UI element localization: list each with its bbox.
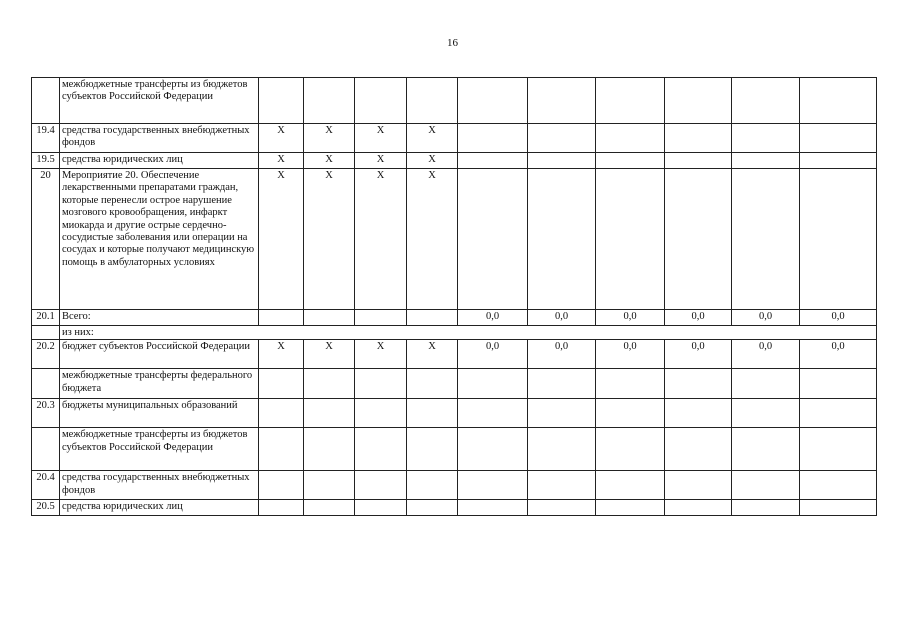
x-mark-cell: [304, 500, 355, 516]
x-mark-cell: X: [304, 153, 355, 169]
x-mark-cell: X: [407, 124, 458, 153]
amount-cell: [665, 78, 732, 124]
budget-table: [31, 77, 877, 516]
table-row: [32, 500, 877, 516]
x-mark-cell: X: [259, 169, 304, 310]
row-number-cell: 20.2: [32, 340, 60, 369]
amount-cell: 0,0: [665, 340, 732, 369]
row-name-cell: межбюджетные трансферты из бюджетов субъектов Российской Федерации: [60, 78, 259, 124]
row-number-cell: 20: [32, 169, 60, 310]
amount-cell: [596, 369, 665, 399]
x-mark-cell: [259, 310, 304, 326]
amount-cell: [800, 153, 877, 169]
amount-cell: [528, 369, 596, 399]
x-mark-cell: X: [259, 124, 304, 153]
amount-cell: [596, 500, 665, 516]
x-mark-cell: [407, 428, 458, 471]
amount-cell: 0,0: [528, 310, 596, 326]
amount-cell: [596, 153, 665, 169]
table-row: [32, 428, 877, 471]
amount-cell: [458, 500, 528, 516]
row-number-cell: 20.1: [32, 310, 60, 326]
x-mark-cell: [304, 78, 355, 124]
row-number-cell: [32, 369, 60, 399]
amount-cell: [596, 169, 665, 310]
amount-cell: [800, 124, 877, 153]
amount-cell: [458, 471, 528, 500]
row-number-cell: [32, 78, 60, 124]
amount-cell: [596, 78, 665, 124]
amount-cell: [800, 399, 877, 428]
amount-cell: [800, 471, 877, 500]
row-name-cell: межбюджетные трансферты из бюджетов субъектов Российской Федерации: [60, 428, 259, 471]
x-mark-cell: [304, 428, 355, 471]
x-mark-cell: [259, 471, 304, 500]
x-mark-cell: [355, 78, 407, 124]
row-name-cell: средства государственных внебюджетных фондов: [60, 471, 259, 500]
amount-cell: [732, 399, 800, 428]
x-mark-cell: X: [304, 340, 355, 369]
x-mark-cell: [407, 399, 458, 428]
x-mark-cell: [355, 310, 407, 326]
amount-cell: [732, 471, 800, 500]
x-mark-cell: [407, 500, 458, 516]
amount-cell: 0,0: [458, 340, 528, 369]
page-number: 16: [447, 37, 458, 49]
amount-cell: [528, 169, 596, 310]
amount-cell: [596, 471, 665, 500]
amount-cell: [458, 399, 528, 428]
row-name-cell: средства государственных внебюджетных фондов: [60, 124, 259, 153]
x-mark-cell: [259, 399, 304, 428]
x-mark-cell: [259, 428, 304, 471]
amount-cell: [665, 399, 732, 428]
amount-cell: [528, 428, 596, 471]
table-body: [32, 78, 877, 516]
amount-cell: [732, 169, 800, 310]
amount-cell: [732, 78, 800, 124]
amount-cell: 0,0: [596, 340, 665, 369]
row-name-cell: Всего:: [60, 310, 259, 326]
row-number-cell: 19.4: [32, 124, 60, 153]
amount-cell: [528, 78, 596, 124]
amount-cell: [528, 153, 596, 169]
x-mark-cell: X: [355, 124, 407, 153]
x-mark-cell: [259, 369, 304, 399]
amount-cell: [458, 78, 528, 124]
row-number-cell: 20.4: [32, 471, 60, 500]
amount-cell: [800, 369, 877, 399]
row-number-cell: 20.3: [32, 399, 60, 428]
table-row: [32, 153, 877, 169]
amount-cell: 0,0: [458, 310, 528, 326]
amount-cell: 0,0: [596, 310, 665, 326]
amount-cell: [732, 500, 800, 516]
table-row: [32, 124, 877, 153]
row-name-cell: из них:: [60, 326, 877, 340]
amount-cell: 0,0: [665, 310, 732, 326]
amount-cell: [732, 428, 800, 471]
x-mark-cell: X: [355, 153, 407, 169]
amount-cell: [665, 369, 732, 399]
x-mark-cell: [355, 369, 407, 399]
amount-cell: 0,0: [528, 340, 596, 369]
row-name-cell: межбюджетные трансферты федерального бюджета: [60, 369, 259, 399]
row-name-cell: Мероприятие 20. Обеспечение лекарственными препаратами граждан, которые перенесли острое нарушение мозгового кровообращения, инфаркт миокарда и другие острые сердечно-сосудистые заболевания или операции на сосудах и которые получают медицинскую помощь в амбулаторных условиях: [60, 169, 259, 310]
x-mark-cell: X: [407, 340, 458, 369]
amount-cell: [732, 153, 800, 169]
amount-cell: 0,0: [800, 340, 877, 369]
x-mark-cell: X: [259, 153, 304, 169]
x-mark-cell: X: [355, 169, 407, 310]
row-number-cell: [32, 428, 60, 471]
row-number-cell: 19.5: [32, 153, 60, 169]
x-mark-cell: [355, 399, 407, 428]
x-mark-cell: [355, 500, 407, 516]
x-mark-cell: [304, 310, 355, 326]
x-mark-cell: [407, 471, 458, 500]
x-mark-cell: [304, 471, 355, 500]
amount-cell: [665, 500, 732, 516]
amount-cell: [596, 399, 665, 428]
row-name-cell: средства юридических лиц: [60, 500, 259, 516]
row-name-cell: бюджет субъектов Российской Федерации: [60, 340, 259, 369]
amount-cell: [596, 428, 665, 471]
x-mark-cell: [407, 78, 458, 124]
amount-cell: 0,0: [732, 340, 800, 369]
amount-cell: [732, 369, 800, 399]
x-mark-cell: X: [304, 124, 355, 153]
x-mark-cell: [355, 428, 407, 471]
row-name-cell: бюджеты муниципальных образований: [60, 399, 259, 428]
amount-cell: [458, 153, 528, 169]
amount-cell: [665, 153, 732, 169]
amount-cell: [458, 169, 528, 310]
x-mark-cell: [304, 399, 355, 428]
amount-cell: [800, 78, 877, 124]
amount-cell: [800, 428, 877, 471]
amount-cell: [732, 124, 800, 153]
amount-cell: [458, 124, 528, 153]
table-row: [32, 326, 877, 340]
amount-cell: 0,0: [800, 310, 877, 326]
row-number-cell: [32, 326, 60, 340]
table-row: [32, 310, 877, 326]
amount-cell: [528, 399, 596, 428]
table-row: [32, 169, 877, 310]
x-mark-cell: X: [407, 153, 458, 169]
x-mark-cell: [407, 369, 458, 399]
amount-cell: [458, 369, 528, 399]
x-mark-cell: [407, 310, 458, 326]
amount-cell: [800, 500, 877, 516]
amount-cell: [528, 124, 596, 153]
x-mark-cell: X: [259, 340, 304, 369]
amount-cell: [800, 169, 877, 310]
amount-cell: [458, 428, 528, 471]
table-row: [32, 369, 877, 399]
table-row: [32, 399, 877, 428]
amount-cell: 0,0: [732, 310, 800, 326]
x-mark-cell: [304, 369, 355, 399]
x-mark-cell: [355, 471, 407, 500]
x-mark-cell: X: [304, 169, 355, 310]
amount-cell: [596, 124, 665, 153]
amount-cell: [665, 471, 732, 500]
amount-cell: [665, 124, 732, 153]
row-name-cell: средства юридических лиц: [60, 153, 259, 169]
amount-cell: [665, 428, 732, 471]
x-mark-cell: [259, 78, 304, 124]
amount-cell: [528, 471, 596, 500]
x-mark-cell: X: [355, 340, 407, 369]
x-mark-cell: X: [407, 169, 458, 310]
table-row: [32, 471, 877, 500]
amount-cell: [665, 169, 732, 310]
table-row: [32, 78, 877, 124]
amount-cell: [528, 500, 596, 516]
table-row: [32, 340, 877, 369]
x-mark-cell: [259, 500, 304, 516]
row-number-cell: 20.5: [32, 500, 60, 516]
